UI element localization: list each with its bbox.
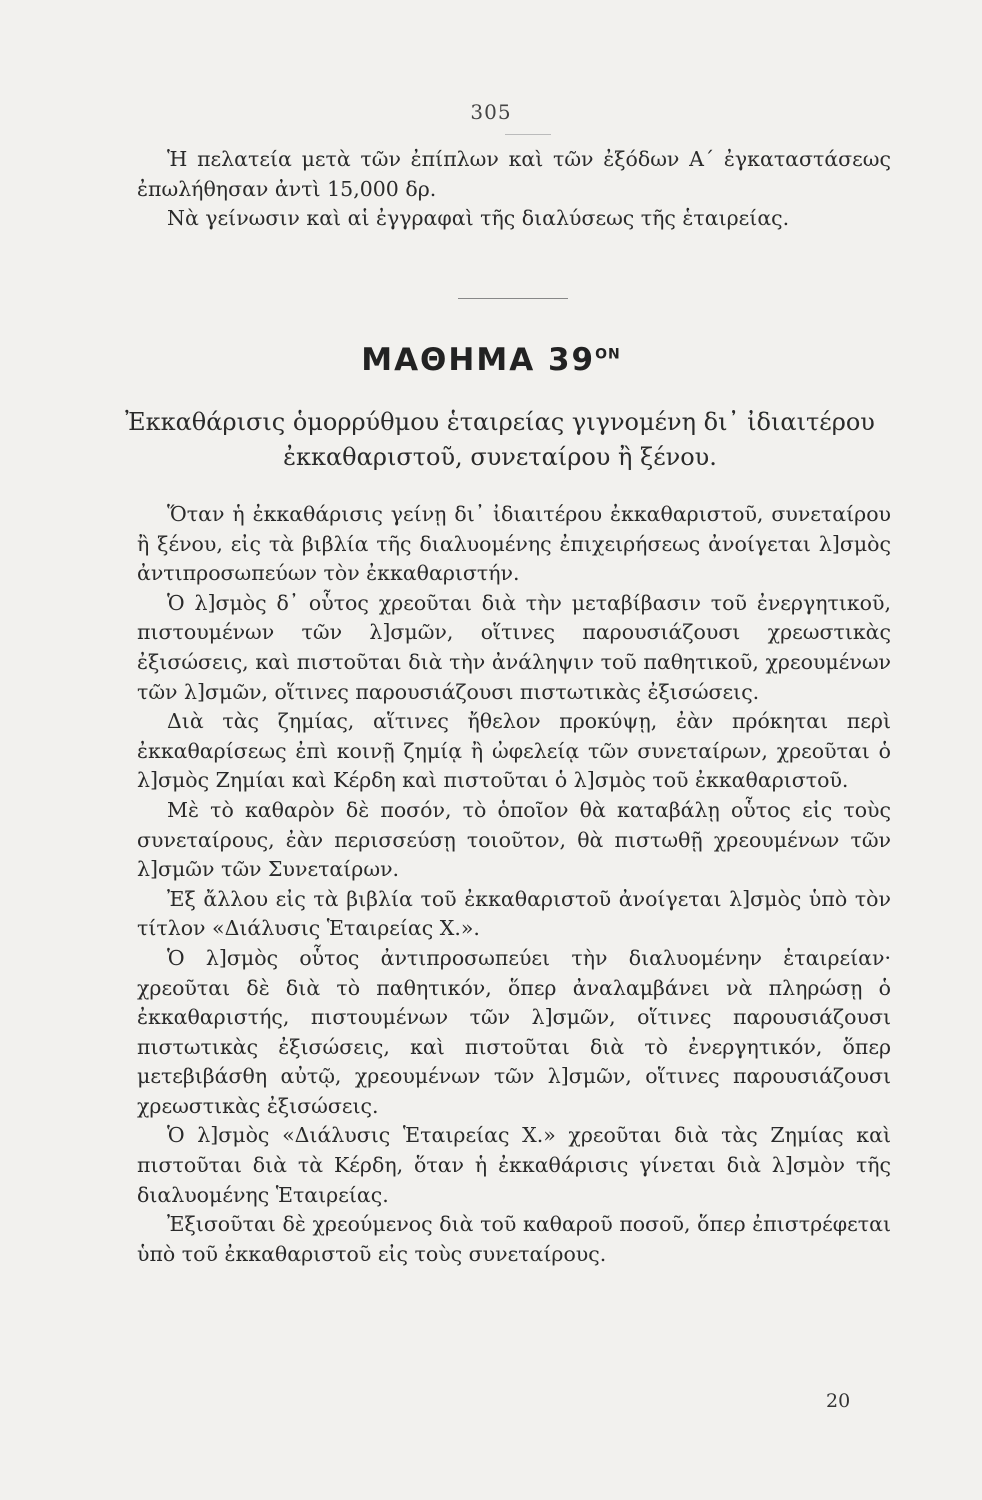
intro-paragraph: Ἡ πελατεία μετὰ τῶν ἐπίπλων καὶ τῶν ἐξόδων Α΄ ἐγκαταστάσεως ἐπωλήθησαν ἀντὶ 15,000 δρ. xyxy=(137,147,891,201)
lesson-subtitle-line: ἐκκαθαριστοῦ, συνεταίρου ἢ ξένου. xyxy=(283,443,717,471)
intro-paragraph: Νὰ γείνωσιν καὶ αἱ ἐγγραφαὶ τῆς διαλύσεως τῆς ἑταιρείας. xyxy=(167,206,790,231)
body-paragraph: Διὰ τὰς ζημίας, αἵτινες ἤθελον προκύψῃ, ἐὰν πρόκηται περὶ ἐκκαθαρίσεως ἐπὶ κοινῇ ζημίᾳ ἢ ὠφελείᾳ τῶν συνεταίρων, χρεοῦται ὁ λ]σμὸς Ζημίαι καὶ Κέρδη καὶ πιστοῦται ὁ λ]σμὸς τοῦ ἐκκαθαριστοῦ. xyxy=(137,709,891,793)
lesson-subtitle xyxy=(120,405,880,475)
body-paragraph: Ἐξισοῦται δὲ χρεούμενος διὰ τοῦ καθαροῦ ποσοῦ, ὅπερ ἐπιστρέφεται ὑπὸ τοῦ ἐκκαθαριστοῦ εἰς τοὺς συνεταίρους. xyxy=(137,1212,891,1266)
lesson-subtitle-line: Ἐκκαθάρισις ὁμορρύθμου ἑταιρείας γιγνομένη δι᾽ ἰδιαιτέρου xyxy=(125,408,875,436)
signature-mark: 20 xyxy=(826,1390,851,1412)
section-divider xyxy=(458,298,568,299)
body-paragraph: Ὅταν ἡ ἐκκαθάρισις γείνῃ δι᾽ ἰδιαιτέρου ἐκκαθαριστοῦ, συνεταίρου ἢ ξένου, εἰς τὰ βιβλία τῆς διαλυομένης ἐπιχειρήσεως ἀνοίγεται λ]σμὸς ἀντιπροσωπεύων τὸν ἐκκαθαριστήν. xyxy=(137,502,891,586)
intro-section xyxy=(137,145,891,234)
page-number: 305 xyxy=(470,100,512,124)
lesson-title-suffix: ΟΝ xyxy=(595,346,621,363)
body-paragraph: Μὲ τὸ καθαρὸν δὲ ποσόν, τὸ ὁποῖον θὰ καταβάλῃ οὗτος εἰς τοὺς συνεταίρους, ἐὰν περισσεύσῃ τοιοῦτον, θὰ πιστωθῇ χρεουμένων τῶν λ]σμῶν τῶν Συνεταίρων. xyxy=(137,797,891,882)
body-paragraph: Ὁ λ]σμὸς δ᾽ οὗτος χρεοῦται διὰ τὴν μεταβίβασιν τοῦ ἐνεργητικοῦ, πιστουμένων τῶν λ]σμῶν, οἵτινες παρουσιάζουσι χρεωστικὰς ἐξισώσεις, καὶ πιστοῦται διὰ τὴν ἀνάληψιν τοῦ παθητικοῦ, χρεουμένων τῶν λ]σμῶν, οἵτινες παρουσιάζουσι πιστωτικὰς ἐξισώσεις. xyxy=(137,590,891,704)
page-number-rule xyxy=(505,134,551,135)
lesson-title-text: ΜΑΘΗΜΑ 39 xyxy=(361,342,596,378)
main-text xyxy=(137,500,891,1269)
body-paragraph: Ὁ λ]σμὸς οὗτος ἀντιπροσωπεύει τὴν διαλυομένην ἑταιρείαν· χρεοῦται δὲ διὰ τὸ παθητικόν, ὅπερ ἀναλαμβάνει νὰ πληρώσῃ ὁ ἐκκαθαριστής, πιστουμένων τῶν λ]σμῶν, οἵτινες παρουσιάζουσι πιστωτικὰς ἐξισώσεις, καὶ πιστοῦται διὰ τὸ ἐνεργητικόν, ὅπερ μετεβιβάσθη αὐτῷ, χρεουμένων τῶν λ]σμῶν, οἵτινες παρουσιάζουσι χρεωστικὰς ἐξισώσεις. xyxy=(137,945,891,1118)
lesson-title xyxy=(0,342,982,378)
body-paragraph: Ἐξ ἄλλου εἰς τὰ βιβλία τοῦ ἐκκαθαριστοῦ ἀνοίγεται λ]σμὸς ὑπὸ τὸν τίτλον «Διάλυσις Ἑταιρείας Χ.». xyxy=(137,886,891,941)
body-paragraph: Ὁ λ]σμὸς «Διάλυσις Ἑταιρείας Χ.» χρεοῦται διὰ τὰς Ζημίας καὶ πιστοῦται διὰ τὰ Κέρδη, ὅταν ἡ ἐκκαθάρισις γίνεται διὰ λ]σμὸν τῆς διαλυομένης Ἑταιρείας. xyxy=(137,1123,891,1207)
